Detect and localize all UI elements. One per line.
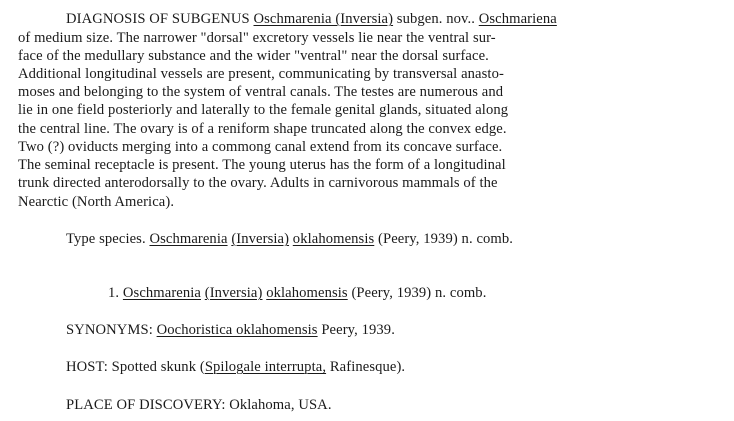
text-segment: (Peery, 1939) n. comb. [374, 231, 514, 247]
text-segment: Rafinesque). [326, 359, 406, 375]
underlined-term: (Inversia) [231, 231, 290, 247]
underlined-term: Spilogale interrupta, [204, 359, 327, 375]
text-segment: lie in one field posteriorly and laterally to the female genital glands, situated along [18, 102, 509, 118]
species-entry-line [108, 284, 486, 302]
diagnosis-line [18, 193, 174, 211]
text-segment: moses and belonging to the system of ventral canals. The testes are numerous and [18, 84, 504, 100]
text-segment: HOST: Spotted skunk ( [66, 359, 205, 375]
type-species-line [66, 230, 513, 248]
text-segment: 1. [108, 285, 123, 301]
text-segment: subgen. nov.. [393, 11, 479, 27]
diagnosis-line [66, 10, 557, 28]
diagnosis-line [18, 101, 508, 119]
synonyms-line [66, 321, 395, 339]
diagnosis-line [18, 65, 504, 83]
text-segment: trunk directed anterodorsally to the ovary. Adults in carnivorous mammals of the [18, 175, 498, 191]
place-of-discovery-line [66, 396, 332, 414]
diagnosis-line [18, 156, 506, 174]
diagnosis-line [18, 120, 507, 138]
text-segment: SYNONYMS: [66, 322, 157, 338]
text-segment: DIAGNOSIS OF SUBGENUS [66, 11, 254, 27]
underlined-term: Oschmariena [478, 11, 557, 27]
underlined-term: Oschmarenia [122, 285, 201, 301]
diagnosis-line [18, 83, 503, 101]
text-segment: the central line. The ovary is of a reniform shape truncated along the convex edge. [18, 121, 507, 137]
underlined-term: Oochoristica oklahomensis [156, 322, 318, 338]
text-segment: PLACE OF DISCOVERY: Oklahoma, USA. [66, 397, 332, 413]
underlined-term: Oschmarenia (Inversia) [253, 11, 394, 27]
text-segment: Peery, 1939. [317, 322, 395, 338]
underlined-term: (Inversia) [204, 285, 263, 301]
text-segment: Nearctic (North America). [18, 194, 175, 210]
underlined-term: oklahomensis [292, 231, 375, 247]
diagnosis-line [18, 138, 502, 156]
text-segment: Additional longitudinal vessels are present, communicating by transversal anasto- [18, 66, 504, 82]
text-segment: Type species. [66, 231, 150, 247]
diagnosis-line [18, 47, 489, 65]
diagnosis-line [18, 174, 498, 192]
host-line [66, 358, 405, 376]
text-segment: of medium size. The narrower "dorsal" excretory vessels lie near the ventral sur- [18, 30, 496, 46]
text-segment: face of the medullary substance and the wider "ventral" near the dorsal surface. [18, 48, 489, 64]
underlined-term: oklahomensis [266, 285, 348, 301]
text-segment: The seminal receptacle is present. The young uterus has the form of a longitudinal [18, 157, 506, 173]
underlined-term: Oschmarenia [149, 231, 228, 247]
diagnosis-line [18, 29, 496, 47]
text-segment: Two (?) oviducts merging into a commong canal extend from its concave surface. [18, 139, 503, 155]
text-segment: (Peery, 1939) n. comb. [347, 285, 487, 301]
